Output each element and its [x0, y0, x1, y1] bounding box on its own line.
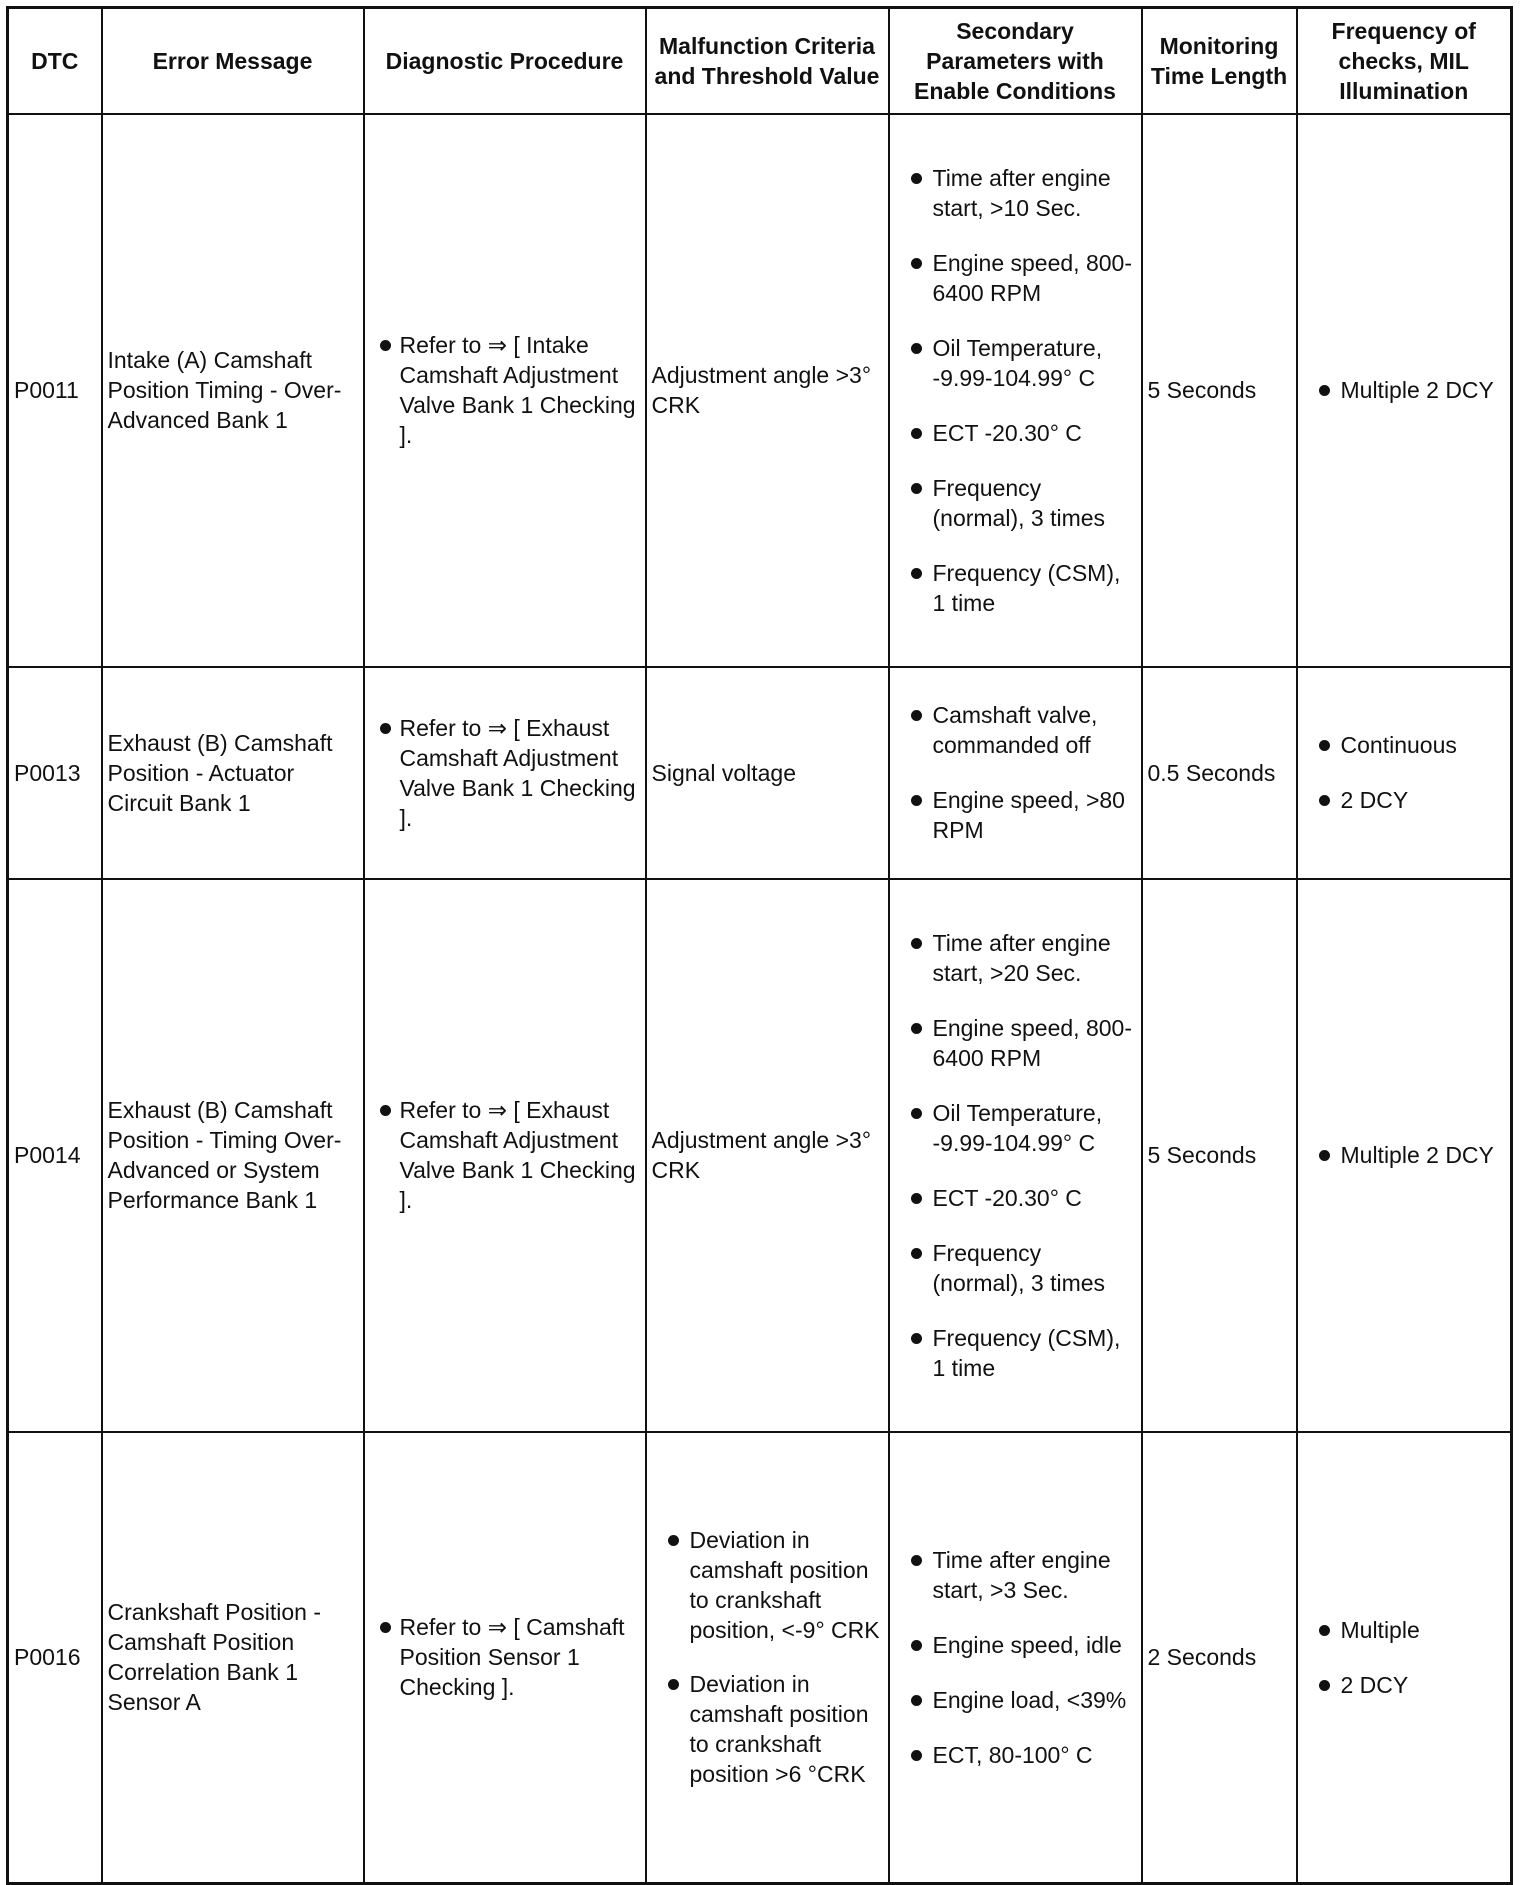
criteria-item: Deviation in camshaft position to crankshaft position, <-9° CRK — [652, 1525, 883, 1645]
error-message: Crankshaft Position - Camshaft Position Correlation Bank 1 Sensor A — [102, 1432, 364, 1884]
frequency-item: Multiple 2 DCY — [1303, 375, 1506, 405]
parameter-item: ECT, 80-100° C — [895, 1740, 1136, 1770]
parameter-item: Camshaft valve, commanded off — [895, 700, 1136, 760]
parameter-item: Frequency (normal), 3 times — [895, 1238, 1136, 1298]
parameter-item: Engine load, <39% — [895, 1685, 1136, 1715]
malfunction-criteria: Signal voltage — [646, 667, 889, 879]
secondary-parameters — [889, 879, 1142, 1432]
frequency-item: Multiple 2 DCY — [1303, 1140, 1506, 1170]
procedure-link[interactable]: Refer to ⇒ [ Intake Camshaft Adjustment Valve Bank 1 Checking ]. — [370, 330, 640, 450]
header-error-message: Error Message — [102, 8, 364, 114]
dtc-code: P0016 — [8, 1432, 102, 1884]
dtc-code: P0014 — [8, 879, 102, 1432]
dtc-code: P0013 — [8, 667, 102, 879]
malfunction-criteria: Adjustment angle >3° CRK — [646, 114, 889, 667]
error-message: Exhaust (B) Camshaft Position - Timing Over-Advanced or System Performance Bank 1 — [102, 879, 364, 1432]
parameter-item: ECT -20.30° C — [895, 418, 1136, 448]
diagnostic-procedure — [364, 114, 646, 667]
table-row — [8, 114, 1512, 667]
secondary-parameters — [889, 667, 1142, 879]
table-row — [8, 667, 1512, 879]
parameter-item: Oil Temperature, -9.99-104.99° C — [895, 333, 1136, 393]
parameter-item: Engine speed, 800-6400 RPM — [895, 1013, 1136, 1073]
monitoring-time: 2 Seconds — [1142, 1432, 1297, 1884]
secondary-parameters — [889, 1432, 1142, 1884]
frequency-item: 2 DCY — [1303, 785, 1506, 815]
criteria-item: Deviation in camshaft position to crankshaft position >6 °CRK — [652, 1669, 883, 1789]
malfunction-criteria: Adjustment angle >3° CRK — [646, 879, 889, 1432]
frequency-mil — [1297, 1432, 1512, 1884]
parameter-item: Time after engine start, >10 Sec. — [895, 163, 1136, 223]
monitoring-time: 5 Seconds — [1142, 879, 1297, 1432]
error-message: Exhaust (B) Camshaft Position - Actuator Circuit Bank 1 — [102, 667, 364, 879]
malfunction-criteria — [646, 1432, 889, 1884]
parameter-item: Time after engine start, >3 Sec. — [895, 1545, 1136, 1605]
parameter-item: Time after engine start, >20 Sec. — [895, 928, 1136, 988]
frequency-mil — [1297, 114, 1512, 667]
parameter-item: Frequency (normal), 3 times — [895, 473, 1136, 533]
frequency-item: Continuous — [1303, 730, 1506, 760]
diagnostic-procedure — [364, 667, 646, 879]
procedure-link[interactable]: Refer to ⇒ [ Exhaust Camshaft Adjustment Valve Bank 1 Checking ]. — [370, 1095, 640, 1215]
frequency-mil — [1297, 879, 1512, 1432]
monitoring-time: 0.5 Seconds — [1142, 667, 1297, 879]
table-row — [8, 879, 1512, 1432]
frequency-item: 2 DCY — [1303, 1670, 1506, 1700]
table-row — [8, 1432, 1512, 1884]
dtc-table — [6, 6, 1513, 1885]
parameter-item: Engine speed, >80 RPM — [895, 785, 1136, 845]
dtc-code: P0011 — [8, 114, 102, 667]
header-diagnostic-procedure: Diagnostic Procedure — [364, 8, 646, 114]
diagnostic-procedure — [364, 879, 646, 1432]
secondary-parameters — [889, 114, 1142, 667]
header-dtc: DTC — [8, 8, 102, 114]
frequency-mil — [1297, 667, 1512, 879]
parameter-item: ECT -20.30° C — [895, 1183, 1136, 1213]
header-frequency-mil: Frequency of checks, MIL Illumination — [1297, 8, 1512, 114]
parameter-item: Frequency (CSM), 1 time — [895, 1323, 1136, 1383]
parameter-item: Frequency (CSM), 1 time — [895, 558, 1136, 618]
header-monitoring-time: Monitoring Time Length — [1142, 8, 1297, 114]
error-message: Intake (A) Camshaft Position Timing - Over-Advanced Bank 1 — [102, 114, 364, 667]
procedure-link[interactable]: Refer to ⇒ [ Camshaft Position Sensor 1 Checking ]. — [370, 1612, 640, 1702]
monitoring-time: 5 Seconds — [1142, 114, 1297, 667]
parameter-item: Engine speed, idle — [895, 1630, 1136, 1660]
header-secondary-parameters: Secondary Parameters with Enable Conditions — [889, 8, 1142, 114]
procedure-link[interactable]: Refer to ⇒ [ Exhaust Camshaft Adjustment Valve Bank 1 Checking ]. — [370, 713, 640, 833]
frequency-item: Multiple — [1303, 1615, 1506, 1645]
header-row — [8, 8, 1512, 114]
header-malfunction-criteria: Malfunction Criteria and Threshold Value — [646, 8, 889, 114]
parameter-item: Oil Temperature, -9.99-104.99° C — [895, 1098, 1136, 1158]
diagnostic-procedure — [364, 1432, 646, 1884]
parameter-item: Engine speed, 800-6400 RPM — [895, 248, 1136, 308]
